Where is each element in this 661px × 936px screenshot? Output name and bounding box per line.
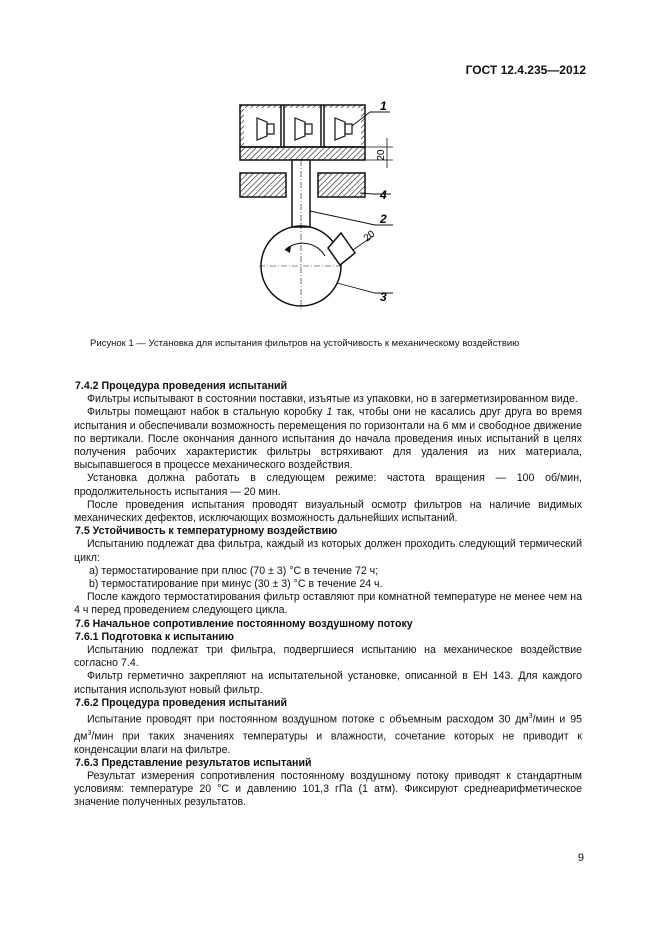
callout-3: 3 (380, 290, 387, 304)
figure-caption: Рисунок 1 — Установка для испытания фильтров на устойчивость к механическому воздействию (90, 338, 520, 349)
paragraph-text: /мин и 95 дм (74, 713, 582, 743)
filters (257, 118, 352, 140)
apparatus-drawing (215, 98, 415, 323)
paragraph: Результат измерения сопротивления постоянному воздушному потоку приводят к стандартным условиям: температуре 20 °С и давлению 101,3 гПа (1 атм). Фиксируют среднеарифметическое значение полученных результатов. (74, 769, 582, 809)
paragraph: После проведения испытания проводят визуальный осмотр фильтров на наличие видимых механических дефектов, исключающих возможность дальнейших испытаний. (74, 498, 582, 525)
callout-2: 2 (380, 212, 387, 226)
callout-1: 1 (380, 99, 387, 113)
paragraph: После каждого термостатирования фильтр оставляют при комнатной температуре не менее чем на 4 ч перед проведением следующего цикла. (74, 591, 582, 617)
callout-4: 4 (380, 188, 387, 202)
crank-arm (328, 233, 355, 265)
section-heading: 7.5 Устойчивость к температурному воздействию (75, 525, 338, 538)
base-plate (240, 147, 365, 160)
superscript: 3 (528, 713, 533, 721)
paragraph: Фильтры испытывают в состоянии поставки, изъятые из упаковки, но в загерметизированном виде. (87, 393, 578, 406)
paragraph-text: /мин при таких значениях температуры и влажности, сочетание которых не приводит к конденсации влаги на фильтре. (74, 730, 582, 756)
section-heading: 7.6 Начальное сопротивление постоянному воздушному потоку (75, 617, 413, 630)
paragraph: Испытанию подлежат три фильтра, подвергшиеся испытанию на механическое воздействие согласно 7.4. (74, 644, 582, 670)
test-apparatus-figure (215, 98, 415, 323)
paragraph: Испытанию подлежат два фильтра, каждый из которых должен проходить следующий термический цикл: (74, 538, 582, 564)
rotation-arrow (285, 243, 325, 256)
list-item: b) термостатирование при минус (30 ± 3) °С в течение 24 ч. (89, 578, 383, 591)
paragraph-text: Испытание проводят при постоянном воздушном потоке с объемным расходом 30 дм (87, 713, 529, 726)
document-body (74, 380, 582, 810)
paragraph (74, 406, 582, 472)
steel-box (240, 105, 365, 147)
dimension-label-crank: 20 (361, 228, 378, 245)
subsection-heading: 7.6.2 Процедура проведения испытаний (75, 696, 287, 709)
paragraph: Фильтр герметично закрепляют на испытательной установке, описанной в ЕН 143. Для каждого испытания используют новый фильтр. (74, 670, 582, 696)
dimension-label-top: 20 (376, 149, 387, 161)
subsection-heading: 7.6.1 Подготовка к испытанию (75, 630, 234, 643)
section-heading: 7.4.2 Процедура проведения испытаний (75, 380, 287, 392)
page-number: 9 (577, 852, 584, 864)
guide-right (318, 173, 365, 197)
paragraph-text: так, чтобы они не касались друг друга во время испытания и обеспечивали возможность перемещения по горизонтали на 6 мм и свободное движение по вертикали. После окончания данного испытания до начала проведения иных испытаний в целях получения рабочих характеристик фильтры встряхивают для удаления из них материала, высыпавшегося в процессе механического воздействия. (74, 406, 582, 472)
reference-number: 1 (326, 406, 333, 419)
subsection-heading: 7.6.3 Представление результатов испытаний (75, 756, 312, 769)
paragraph-text: Фильтры помещают набок в стальную коробку (87, 406, 327, 419)
paragraph: Установка должна работать в следующем режиме: частота вращения — 100 об/мин, продолжительность испытания — 20 мин. (74, 472, 582, 498)
superscript: 3 (87, 729, 92, 737)
guide-left (240, 173, 286, 197)
list-item: a) термостатирование при плюс (70 ± 3) °С в течение 72 ч; (89, 564, 379, 577)
paragraph (74, 710, 582, 757)
document-code: ГОСТ 12.4.235—2012 (465, 63, 586, 77)
